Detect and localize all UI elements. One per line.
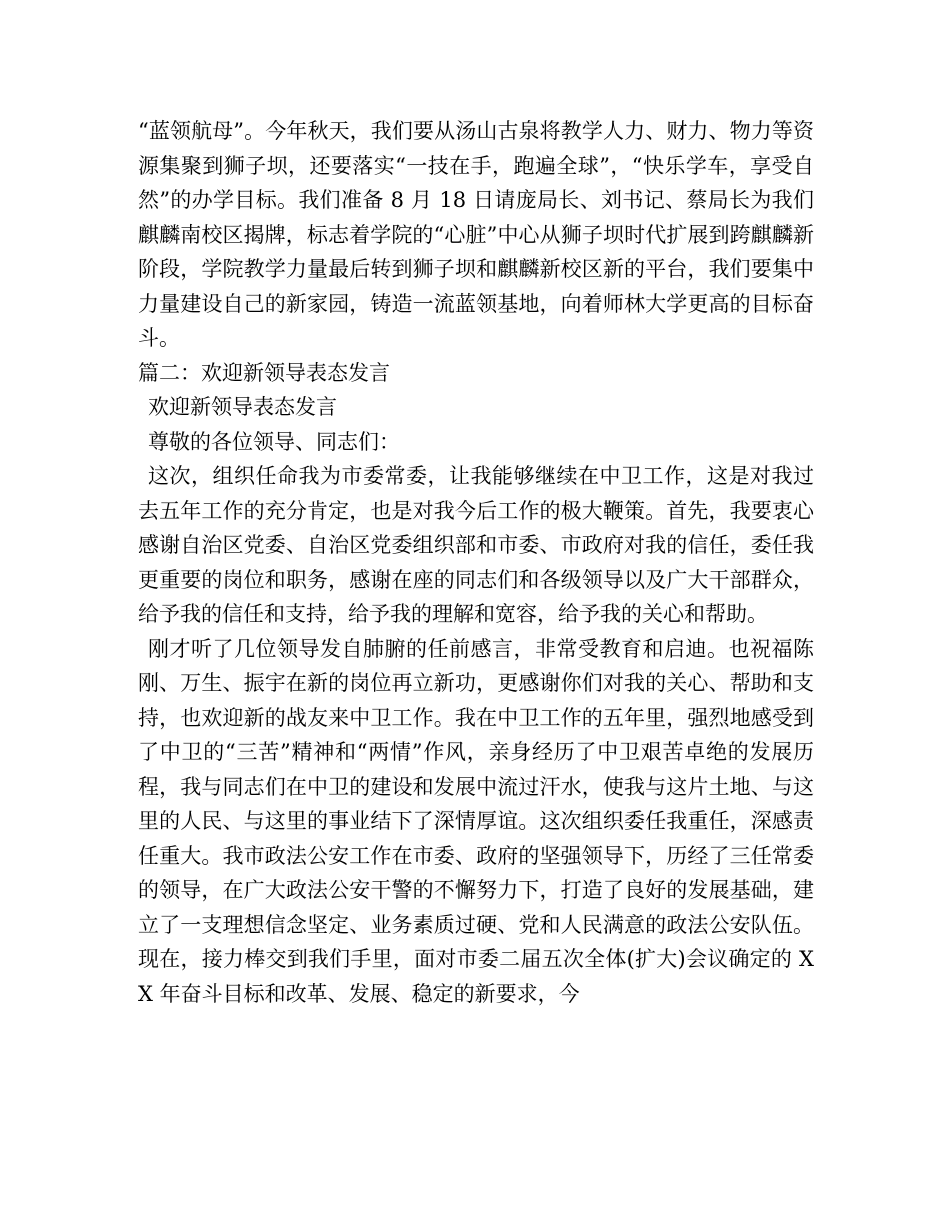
document-page	[138, 114, 814, 1011]
section-heading: 篇二：欢迎新领导表态发言	[138, 360, 390, 385]
paragraph-gratitude: 刚才听了几位领导发自肺腑的任前感言，非常受教育和启迪。也祝福陈刚、万生、振宇在新的岗位再立新功，更感谢你们对我的关心、帮助和支持，也欢迎新的战友来中卫工作。我在中卫工作的五年里，强烈地感受到了中卫的“三苦”精神和“两情”作风，亲身经历了中卫艰苦卓绝的发展历程，我与同志们在中卫的建设和发展中流过汗水，使我与这片土地、与这里的人民、与这里的事业结下了深情厚谊。这次组织委任我重任，深感责任重大。我市政法公安工作在市委、政府的坚强领导下，历经了三任常委的领导，在广大政法公安干警的不懈努力下，打造了良好的发展基础，建立了一支理想信念坚定、业务素质过硬、党和人民满意的政法公安队伍。现在，接力棒交到我们手里，面对市委二届五次全体(扩大)会议确定的 XX 年奋斗目标和改革、发展、稳定的新要求，今	[138, 636, 814, 1006]
speech-title: 欢迎新领导表态发言	[148, 395, 337, 419]
salutation: 尊敬的各位领导、同志们：	[148, 429, 400, 454]
paragraph-continuation: “蓝领航母”。今年秋天，我们要从汤山古泉将教学人力、财力、物力等资源集聚到狮子坝，还要落实“一技在手，跑遍全球”，“快乐学车，享受自然”的办学目标。我们准备 8 月 18 日请庞局长、刘书记、蔡局长为我们麒麟南校区揭牌，标志着学院的“心脏”中心从狮子坝时代扩展到跨麒麟新阶段，学院教学力量最后转到狮子坝和麒麟新校区新的平台，我们要集中力量建设自己的新家园，铸造一流蓝领基地，向着师林大学更高的目标奋斗。	[138, 119, 814, 350]
paragraph-appointment: 这次，组织任命我为市委常委，让我能够继续在中卫工作，这是对我过去五年工作的充分肯定，也是对我今后工作的极大鞭策。首先，我要衷心感谢自治区党委、自治区党委组织部和市委、市政府对我的信任，委任我更重要的岗位和职务，感谢在座的同志们和各级领导以及广大干部群众，给予我的信任和支持，给予我的理解和宽容，给予我的关心和帮助。	[138, 464, 814, 626]
